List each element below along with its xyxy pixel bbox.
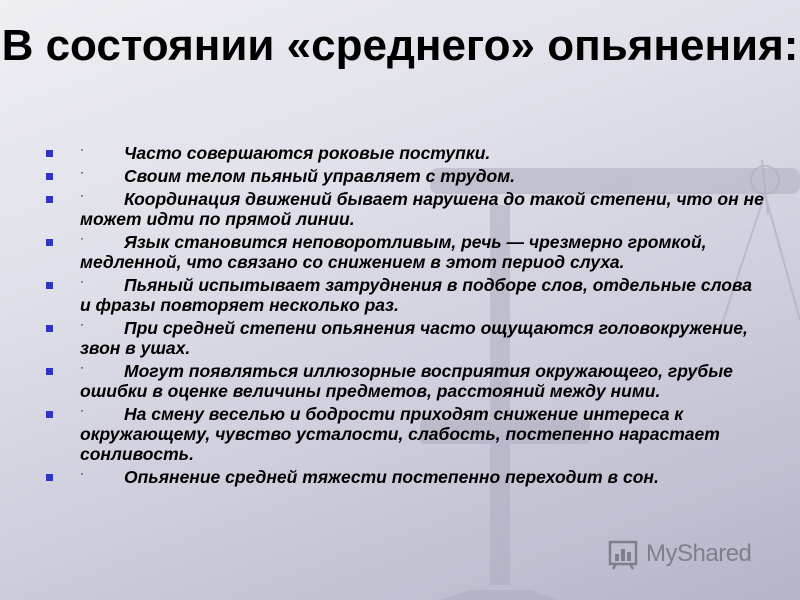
list-item: [46, 232, 766, 272]
bullet-dot: ·: [80, 142, 84, 156]
list-item: [46, 318, 766, 358]
bullet-marker-icon: [46, 282, 53, 289]
bullet-dot: ·: [80, 317, 84, 331]
list-item: [46, 166, 766, 186]
bullet-marker-icon: [46, 325, 53, 332]
bullet-text: Координация движений бывает нарушена до такой степени, что он не может идти по прямой линии.: [80, 189, 764, 229]
bullet-list: [46, 143, 766, 490]
list-item: [46, 189, 766, 229]
watermark-label: MyShared: [646, 540, 752, 567]
bullet-dot: ·: [80, 403, 84, 417]
bullet-marker-icon: [46, 239, 53, 246]
bullet-dot: ·: [80, 231, 84, 245]
bullet-text: При средней степени опьянения часто ощущаются головокружение, звон в ушах.: [80, 318, 748, 358]
list-item: [46, 467, 766, 487]
bullet-marker-icon: [46, 173, 53, 180]
list-item: [46, 275, 766, 315]
bullet-dot: ·: [80, 360, 84, 374]
bullet-text: Пьяный испытывает затруднения в подборе слов, отдельные слова и фразы повторяет несколько раз.: [80, 275, 753, 315]
bullet-text: Язык становится неповоротливым, речь — чрезмерно громкой, медленной, что связано со снижением в этот период слуха.: [80, 232, 707, 272]
list-item: [46, 143, 766, 163]
bullet-marker-icon: [46, 150, 53, 157]
bullet-dot: ·: [80, 466, 84, 480]
bullet-text: Часто совершаются роковые поступки.: [124, 143, 491, 163]
bullet-dot: ·: [80, 188, 84, 202]
bullet-text: Опьянение средней тяжести постепенно переходит в сон.: [124, 467, 659, 487]
bullet-marker-icon: [46, 474, 53, 481]
slide-title: В состоянии «среднего» опьянения:: [1, 21, 799, 70]
myshared-watermark: [608, 536, 768, 572]
bullet-dot: ·: [80, 165, 84, 179]
bullet-marker-icon: [46, 196, 53, 203]
bullet-text: Могут появляться иллюзорные восприятия окружающего, грубые ошибки в оценке величины предметов, расстояний между ними.: [80, 361, 733, 401]
bullet-marker-icon: [46, 368, 53, 375]
bullet-dot: ·: [80, 274, 84, 288]
chart-icon: [608, 538, 640, 570]
bullet-marker-icon: [46, 411, 53, 418]
list-item: [46, 361, 766, 401]
bullet-text: Своим телом пьяный управляет с трудом.: [124, 166, 516, 186]
list-item: [46, 404, 766, 464]
bullet-text: На смену веселью и бодрости приходят снижение интереса к окружающему, чувство усталости, слабость, постепенно нарастает сонливость.: [80, 404, 720, 464]
